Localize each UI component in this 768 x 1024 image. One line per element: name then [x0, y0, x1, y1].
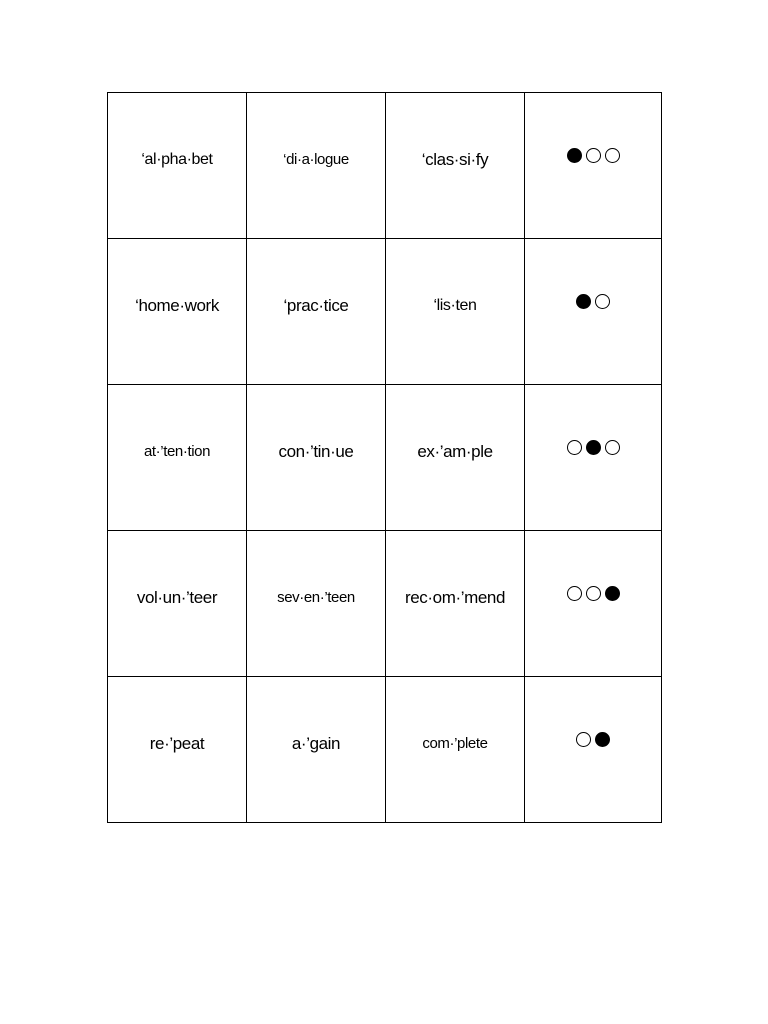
- stress-pattern-cell: [525, 385, 662, 531]
- word-cell: [108, 93, 247, 239]
- empty-circle-icon: [605, 148, 620, 163]
- stress-pattern-cell: [525, 677, 662, 823]
- empty-circle-icon: [567, 440, 582, 455]
- word: ‘lis·ten: [433, 296, 477, 314]
- word: vol·un·’teer: [136, 587, 218, 607]
- empty-circle-icon: [567, 586, 582, 601]
- filled-circle-icon: [576, 294, 591, 309]
- stress-pattern: [576, 732, 610, 747]
- word: ‘clas·si·fy: [421, 149, 489, 169]
- stress-pattern-cell: [525, 239, 662, 385]
- word-cell: [386, 677, 525, 823]
- empty-circle-icon: [595, 294, 610, 309]
- word-cell: [108, 531, 247, 677]
- filled-circle-icon: [595, 732, 610, 747]
- stress-pattern-table: [107, 92, 662, 823]
- word-cell: [386, 531, 525, 677]
- word-cell: [386, 93, 525, 239]
- filled-circle-icon: [586, 440, 601, 455]
- word-cell: [108, 677, 247, 823]
- word: re·’peat: [149, 733, 205, 753]
- word: ‘prac·tice: [283, 295, 349, 315]
- word: sev·en·’teen: [277, 588, 355, 606]
- empty-circle-icon: [605, 440, 620, 455]
- table-row: [108, 385, 662, 531]
- word-cell: [247, 531, 386, 677]
- word-cell: [247, 677, 386, 823]
- word-cell: [247, 93, 386, 239]
- word-cell: [386, 239, 525, 385]
- word-cell: [386, 385, 525, 531]
- word: at·’ten·tion: [143, 442, 211, 460]
- stress-pattern-cell: [525, 531, 662, 677]
- word: rec·om·’mend: [404, 587, 506, 607]
- stress-pattern: [567, 148, 620, 163]
- empty-circle-icon: [586, 586, 601, 601]
- word: con·’tin·ue: [278, 441, 354, 461]
- word-cell: [247, 239, 386, 385]
- stress-pattern: [567, 440, 620, 455]
- stress-pattern: [567, 586, 620, 601]
- word: com·’plete: [422, 734, 488, 752]
- stress-pattern-cell: [525, 93, 662, 239]
- word: ‘home·work: [135, 295, 219, 315]
- word-cell: [108, 239, 247, 385]
- table-row: [108, 239, 662, 385]
- empty-circle-icon: [586, 148, 601, 163]
- filled-circle-icon: [605, 586, 620, 601]
- empty-circle-icon: [576, 732, 591, 747]
- filled-circle-icon: [567, 148, 582, 163]
- word: a·’gain: [291, 733, 341, 753]
- word-cell: [247, 385, 386, 531]
- table-row: [108, 531, 662, 677]
- stress-pattern: [576, 294, 610, 309]
- table-row: [108, 93, 662, 239]
- table-row: [108, 677, 662, 823]
- word: ‘di·a·logue: [283, 150, 349, 168]
- word-cell: [108, 385, 247, 531]
- word: ex·’am·ple: [417, 441, 493, 461]
- word: ‘al·pha·bet: [141, 150, 213, 168]
